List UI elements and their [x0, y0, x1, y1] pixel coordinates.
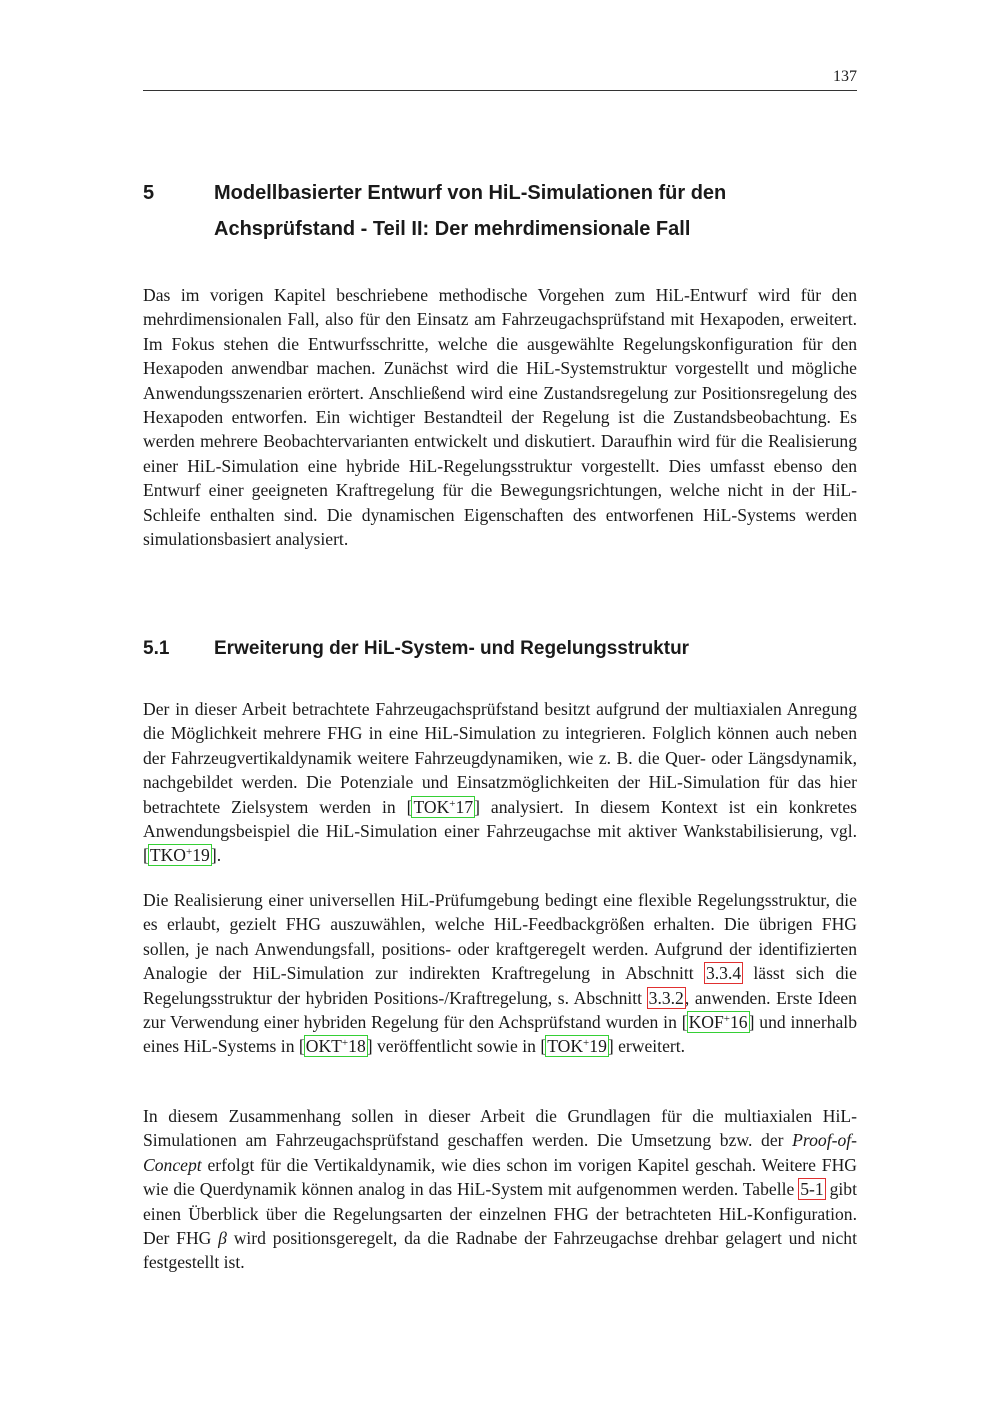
- intro-paragraph: Das im vorigen Kapitel beschriebene methodische Vorgehen zum HiL-Entwurf wird für den mehrdimensionalen Fall, also für den Einsatz am Fahrzeugachsprüfstand mit Hexapoden, erweitert. Im Fokus stehen die Entwurfsschritte, welche die ausgewählte Regelungskonfiguration für den Hexapoden anwendbar machen. Zunächst wird die HiL-Systemstruktur vorgestellt und mögliche Anwendungsszenarien erörtert. Anschließend wird eine Zustandsregelung zur Positionsregelung des Hexapoden entworfen. Ein wichtiger Bestandteil der Regelung ist die Zustandsbeobachtung. Es werden mehrere Beobachtervarianten entwickelt und diskutiert. Daraufhin wird für die Realisierung einer HiL-Simulation eine hybride HiL-Regelungsstruktur vorgestellt. Dies umfasst ebenso den Entwurf einer geeigneten Kraftregelung für die Bewegungsrichtungen, welche nicht in der HiL-Schleife enthalten sind. Die dynamischen Eigenschaften des entworfenen HiL-Systems werden simulationsbasiert analysiert.: [143, 285, 857, 550]
- header-rule: [143, 90, 857, 91]
- citation-key: KOF: [688, 1012, 724, 1033]
- text-run: wird positionsgeregelt, da die Radnabe der Fahrzeugachse drehbar gelagert und nicht festgestellt ist.: [143, 1228, 857, 1273]
- text-run: Der in dieser Arbeit betrachtete Fahrzeugachsprüfstand besitzt aufgrund der multiaxialen Anregung die Möglichkeit mehrere FHG in eine HiL-Simulation zu integrieren. Folglich können auch neben der Fahrzeugvertikaldynamik weitere Fahrzeugdynamiken, wie z. B. die Quer- oder Längsdynamik, nachgebildet werden. Die Potenziale und Einsatzmöglichkeiten der HiL-Simulation für das hier betrachtete Zielsystem werden in [: [143, 699, 857, 817]
- emphasis-text: Proof-of-Concept: [143, 1130, 857, 1175]
- citation-sup: +: [341, 1037, 349, 1050]
- chapter-title-line1: Modellbasierter Entwurf von HiL-Simulationen für den: [214, 182, 727, 204]
- citation-sup: +: [449, 797, 456, 810]
- paragraph-3: [143, 888, 857, 1059]
- citation-link[interactable]: [546, 1036, 608, 1056]
- citation-key: TKO: [149, 845, 187, 866]
- citation-link[interactable]: [149, 845, 211, 865]
- citation-key: OKT: [305, 1036, 342, 1057]
- paragraph-2: [143, 697, 857, 868]
- citation-key: TOK: [413, 796, 450, 817]
- citation-link[interactable]: [688, 1012, 749, 1032]
- text-run: gibt einen Überblick über die Regelungsarten der einzelnen FHG der betrachteten HiL-Konfiguration. Der FHG: [143, 1179, 857, 1249]
- text-run: ].: [210, 845, 222, 866]
- section-heading: [143, 635, 857, 663]
- section-title: Erweiterung der HiL-System- und Regelungsstruktur: [214, 638, 690, 659]
- citation-year: 16: [730, 1012, 748, 1033]
- text-run: ] und innerhalb eines HiL-Systems in [: [143, 1012, 857, 1057]
- text-run: ] veröffentlicht sowie in [: [366, 1036, 547, 1057]
- text-run: ] erweitert.: [607, 1036, 686, 1057]
- citation-link[interactable]: [412, 797, 474, 817]
- citation-year: 19: [589, 1036, 607, 1057]
- section-number: 5.1: [143, 638, 170, 659]
- text-run: erfolgt für die Vertikaldynamik, wie dies schon im vorigen Kapitel geschah. Weitere FHG wie die Querdynamik können analog in das HiL-System mit aufgenommen werden. Tabelle: [143, 1154, 857, 1200]
- citation-sup: +: [186, 846, 193, 859]
- citation-sup: +: [723, 1013, 730, 1026]
- citation-key: TOK: [547, 1036, 584, 1057]
- text-run: In diesem Zusammenhang sollen in dieser Arbeit die Grundlagen für die multiaxialen HiL-Simulationen am Fahrzeugachsprüfstand geschaffen werden. Die Umsetzung bzw. der: [143, 1106, 857, 1151]
- section-ref-link[interactable]: 3.3.2: [648, 987, 684, 1008]
- citation-link[interactable]: [305, 1036, 367, 1056]
- beta-symbol: β: [218, 1228, 227, 1249]
- citation-sup: +: [583, 1037, 590, 1050]
- paragraph-4: [143, 1104, 857, 1275]
- page-number: 137: [833, 68, 857, 85]
- citation-year: 19: [192, 845, 210, 866]
- section-ref-link[interactable]: 3.3.4: [705, 963, 742, 984]
- text-run: , anwenden. Erste Ideen zur Verwendung einer hybriden Regelung für den Achsprüfstand wurden in [: [143, 987, 857, 1033]
- citation-year: 17: [455, 796, 474, 817]
- citation-year: 18: [348, 1036, 366, 1057]
- chapter-number: 5: [143, 182, 155, 204]
- chapter-heading: [143, 175, 857, 247]
- text-run: ] analysiert. In diesem Kontext ist ein konkretes Anwendungsbeispiel die HiL-Simulation einer Fahrzeugachse mit aktiver Wankstabilisierung, vgl. [: [143, 796, 858, 866]
- table-ref-link[interactable]: 5-1: [800, 1179, 824, 1200]
- text-run: lässt sich die Regelungsstruktur der hybriden Positions-/Kraftregelung, s. Abschnitt: [143, 963, 857, 1008]
- chapter-title-line2: Achsprüfstand - Teil II: Der mehrdimensionale Fall: [214, 218, 691, 240]
- text-run: Die Realisierung einer universellen HiL-Prüfumgebung bedingt eine flexible Regelungsstruktur, die es erlaubt, gezielt FHG auszuwählen, welche HiL-Feedbackgrößen erhalten. Die übrigen FHG sollen, je nach Anwendungsfall, positions- oder kraftgeregelt werden. Aufgrund der identifizierten Analogie der HiL-Simulation zur indirekten Kraftregelung in Abschnitt: [143, 890, 857, 984]
